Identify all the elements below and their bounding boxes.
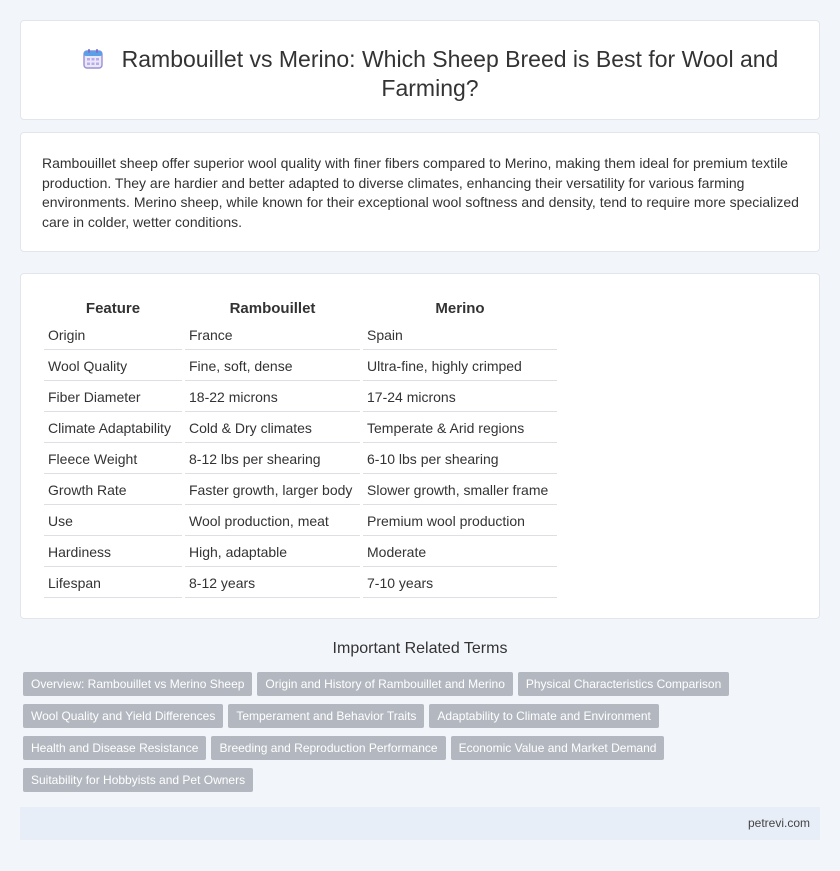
comparison-table xyxy=(41,295,560,600)
page-title-wrap xyxy=(61,45,799,103)
tag-link-temperament[interactable]: Temperament and Behavior Traits xyxy=(228,704,424,728)
cell-merino: Moderate xyxy=(363,538,557,567)
cell-rambouillet: Wool production, meat xyxy=(185,507,360,536)
comparison-card xyxy=(20,273,820,619)
cell-feature: Hardiness xyxy=(44,538,182,567)
table-row xyxy=(44,569,557,598)
intro-card xyxy=(20,132,820,252)
table-row xyxy=(44,507,557,536)
cell-rambouillet: Faster growth, larger body xyxy=(185,476,360,505)
tag-link-hobbyists[interactable]: Suitability for Hobbyists and Pet Owners xyxy=(23,768,253,792)
related-terms-heading: Important Related Terms xyxy=(332,640,508,657)
footer-site-link[interactable]: petrevi.com xyxy=(747,816,810,830)
table-row xyxy=(44,352,557,381)
cell-merino: Slower growth, smaller frame xyxy=(363,476,557,505)
cell-feature: Fleece Weight xyxy=(44,445,182,474)
cell-merino: Premium wool production xyxy=(363,507,557,536)
tag-row xyxy=(23,736,813,768)
cell-rambouillet: High, adaptable xyxy=(185,538,360,567)
intro-paragraph: Rambouillet sheep offer superior wool quality with finer fibers compared to Merino, making them ideal for premium textile production. They are hardier and better adapted to diverse climates, enhancing their versatility for various farming environments. Merino sheep, while known for their exceptional wool softness and density, tend to require more specialized care in colder, wetter conditions. xyxy=(42,155,799,230)
table-row xyxy=(44,383,557,412)
tag-link-overview[interactable]: Overview: Rambouillet vs Merino Sheep xyxy=(23,672,252,696)
table-row xyxy=(44,476,557,505)
calendar-icon xyxy=(82,48,104,70)
table-header-row xyxy=(44,297,557,319)
footer xyxy=(20,807,820,840)
tag-link-origin-history[interactable]: Origin and History of Rambouillet and Merino xyxy=(257,672,512,696)
table-row xyxy=(44,538,557,567)
page-title: Rambouillet vs Merino: Which Sheep Breed is Best for Wool and Farming? xyxy=(121,46,779,101)
cell-rambouillet: Fine, soft, dense xyxy=(185,352,360,381)
cell-feature: Fiber Diameter xyxy=(44,383,182,412)
cell-merino: Spain xyxy=(363,321,557,350)
cell-merino: 6-10 lbs per shearing xyxy=(363,445,557,474)
cell-rambouillet: 18-22 microns xyxy=(185,383,360,412)
tag-row xyxy=(23,672,813,704)
header-feature: Feature xyxy=(85,300,141,317)
cell-merino: 7-10 years xyxy=(363,569,557,598)
table-row xyxy=(44,414,557,443)
table-row xyxy=(44,445,557,474)
related-terms-list xyxy=(23,672,813,800)
cell-rambouillet: France xyxy=(185,321,360,350)
cell-merino: 17-24 microns xyxy=(363,383,557,412)
cell-feature: Lifespan xyxy=(44,569,182,598)
cell-rambouillet: 8-12 years xyxy=(185,569,360,598)
tag-link-economic-value[interactable]: Economic Value and Market Demand xyxy=(451,736,665,760)
cell-merino: Temperate & Arid regions xyxy=(363,414,557,443)
cell-merino: Ultra-fine, highly crimped xyxy=(363,352,557,381)
cell-feature: Wool Quality xyxy=(44,352,182,381)
cell-feature: Growth Rate xyxy=(44,476,182,505)
tag-link-health[interactable]: Health and Disease Resistance xyxy=(23,736,206,760)
tag-row xyxy=(23,768,813,800)
tag-row xyxy=(23,704,813,736)
tag-link-breeding[interactable]: Breeding and Reproduction Performance xyxy=(211,736,445,760)
cell-feature: Use xyxy=(44,507,182,536)
table-row xyxy=(44,321,557,350)
cell-feature: Climate Adaptability xyxy=(44,414,182,443)
header-merino: Merino xyxy=(435,300,485,317)
tag-link-adaptability[interactable]: Adaptability to Climate and Environment xyxy=(429,704,658,728)
cell-rambouillet: 8-12 lbs per shearing xyxy=(185,445,360,474)
tag-link-wool-quality[interactable]: Wool Quality and Yield Differences xyxy=(23,704,223,728)
header-rambouillet: Rambouillet xyxy=(229,300,316,317)
title-card xyxy=(20,20,820,120)
cell-rambouillet: Cold & Dry climates xyxy=(185,414,360,443)
cell-feature: Origin xyxy=(44,321,182,350)
tag-link-physical-characteristics[interactable]: Physical Characteristics Comparison xyxy=(518,672,729,696)
